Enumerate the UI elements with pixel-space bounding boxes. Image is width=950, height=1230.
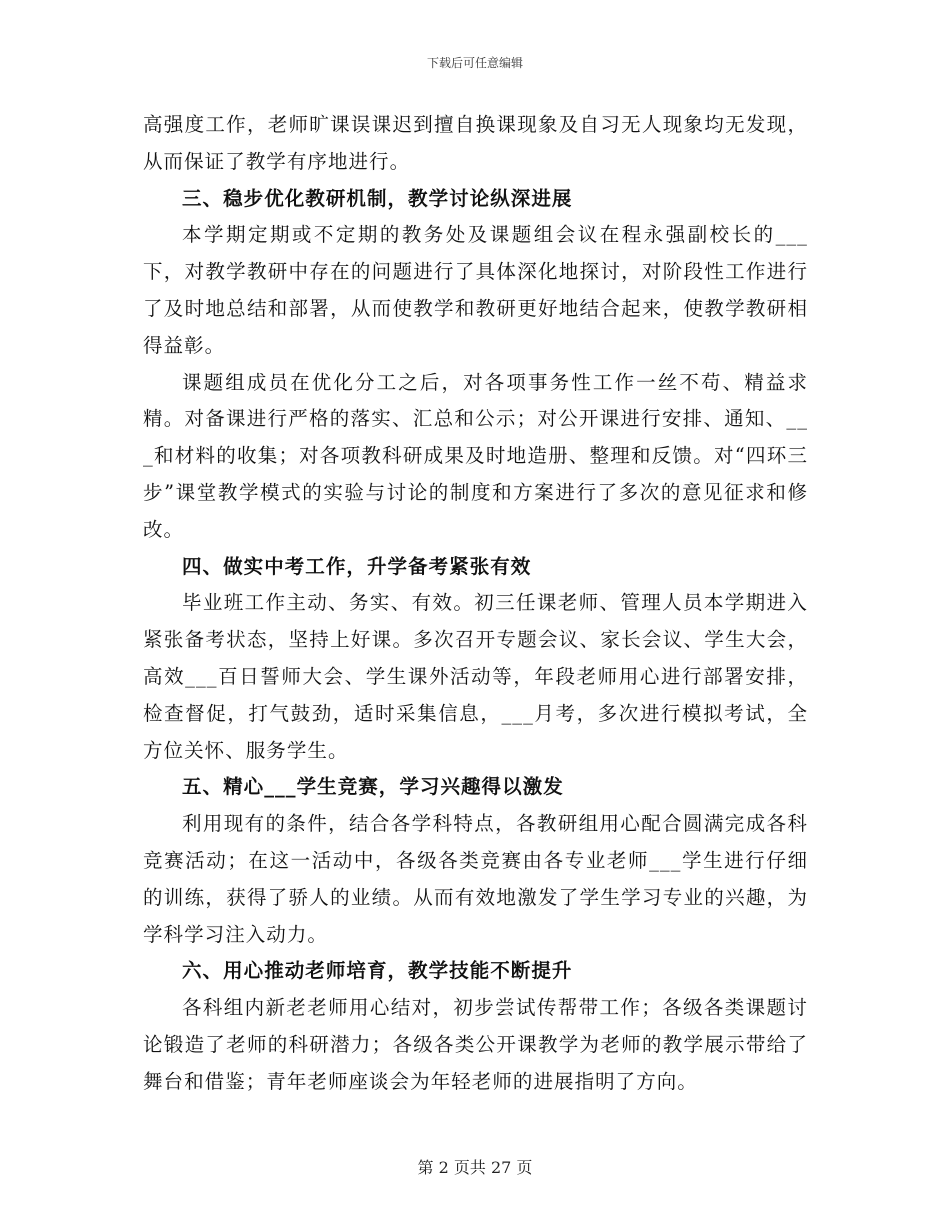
- section-heading-4: 四、做实中考工作，升学备考紧张有效: [182, 554, 532, 578]
- page-header: 下载后可任意编辑: [426, 56, 523, 70]
- paragraph-5: 利用现有的条件，结合各学科特点，各教研组用心配合圆满完成各科竞赛活动；在这一活动中，各级各类竞赛由各专业老师___学生进行仔细的训练，获得了骄人的业绩。从而有效地激发了学生学习专业的兴趣，为学科学习注入动力。: [143, 812, 808, 946]
- paragraph-3b: 课题组成员在优化分工之后，对各项事务性工作一丝不苟、精益求精。对备课进行严格的落实、汇总和公示；对公开课进行安排、通知、___和材料的收集；对各项教科研成果及时地造册、整理和反馈。对“四环三步”课堂教学模式的实验与讨论的制度和方案进行了多次的意见征求和修改。: [143, 370, 808, 541]
- section-heading-6: 六、用心推动老师培育，教学技能不断提升: [182, 959, 573, 983]
- page-footer: 第 2 页共 27 页: [417, 1158, 533, 1177]
- paragraph-3a: 本学期定期或不定期的教务处及课题组会议在程永强副校长的___下，对教学教研中存在的问题进行了具体深化地探讨，对阶段性工作进行了及时地总结和部署，从而使教学和教研更好地结合起来，使教学教研相得益彰。: [143, 223, 808, 357]
- section-heading-5: 五、精心___学生竞赛，学习兴趣得以激发: [182, 775, 564, 799]
- paragraph-6: 各科组内新老老师用心结对，初步尝试传帮带工作；各级各类课题讨论锻造了老师的科研潜力；各级各类公开课教学为老师的教学展示带给了舞台和借鉴；青年老师座谈会为年轻老师的进展指明了方向。: [143, 996, 808, 1093]
- paragraph-4: 毕业班工作主动、务实、有效。初三任课老师、管理人员本学期进入紧张备考状态，坚持上好课。多次召开专题会议、家长会议、学生大会，高效___百日誓师大会、学生课外活动等，年段老师用心进行部署安排，检查督促，打气鼓劲，适时采集信息，___月考，多次进行模拟考试，全方位关怀、服务学生。: [143, 591, 808, 762]
- section-heading-3: 三、稳步优化教研机制，教学讨论纵深进展: [182, 186, 573, 210]
- document-body: [143, 107, 808, 1101]
- paragraph-continued: 高强度工作，老师旷课误课迟到擅自换课现象及自习无人现象均无发现，从而保证了教学有序地进行。: [143, 113, 808, 173]
